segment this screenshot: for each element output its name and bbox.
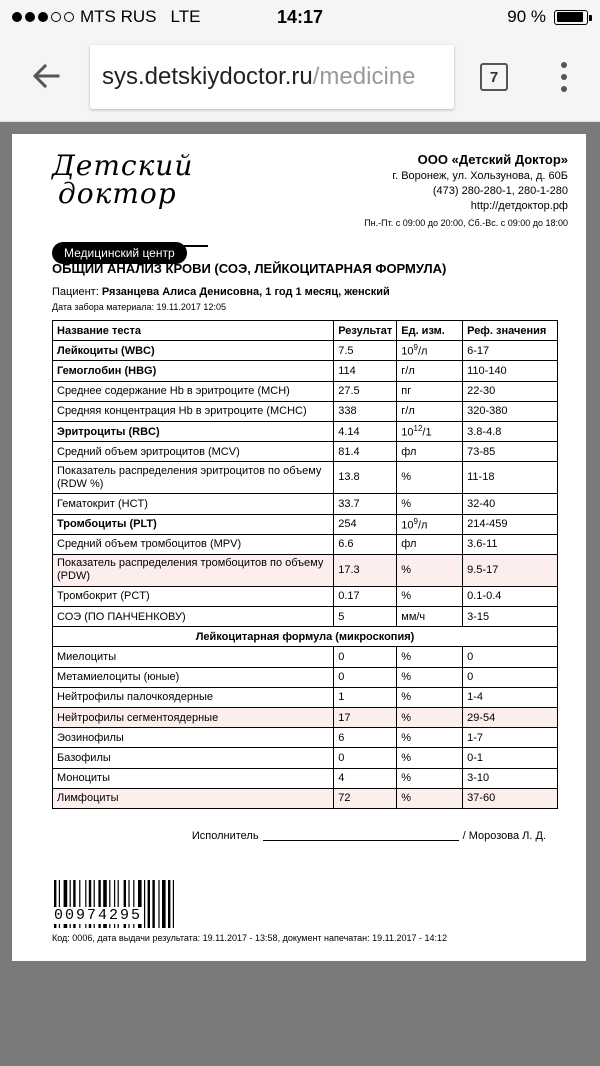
lab-report-document	[12, 134, 586, 961]
patient-label: Пациент:	[52, 286, 99, 298]
table-row	[53, 768, 558, 788]
test-result: 0	[334, 748, 397, 768]
test-unit: %	[397, 462, 463, 494]
clinic-logo	[52, 149, 212, 264]
table-row	[53, 748, 558, 768]
test-result: 17.3	[334, 554, 397, 586]
report-title: ОБЩИЙ АНАЛИЗ КРОВИ (СОЭ, ЛЕЙКОЦИТАРНАЯ ФОРМУЛА)	[52, 261, 447, 276]
test-result: 13.8	[334, 462, 397, 494]
test-name: Среднее содержание Hb в эритроците (MCH)	[53, 381, 334, 401]
report-footer: Код: 0006, дата выдачи результата: 19.11.2017 - 13:58, документ напечатан: 19.11.2017 - 14:12	[52, 933, 447, 943]
logo-tagline: Медицинский центр	[52, 242, 187, 264]
unit-base: 10	[401, 426, 414, 439]
barcode-bar	[148, 880, 150, 928]
test-result: 4.14	[334, 421, 397, 441]
test-unit: %	[397, 494, 463, 514]
unit-exponent: 12	[413, 424, 423, 434]
table-row	[53, 494, 558, 514]
table-row	[53, 401, 558, 421]
test-result: 27.5	[334, 381, 397, 401]
test-reference: 214-459	[463, 514, 558, 534]
table-row	[53, 361, 558, 381]
test-name: Метамиелоциты (юные)	[53, 667, 334, 687]
unit-exponent: 9	[413, 516, 418, 526]
barcode-bar	[152, 880, 154, 928]
logo-line-1: Детский	[52, 149, 194, 182]
signal-dot	[64, 12, 74, 22]
test-name: Средний объем тромбоцитов (MPV)	[53, 534, 334, 554]
test-unit: %	[397, 768, 463, 788]
test-reference: 1-7	[463, 728, 558, 748]
signal-dot	[12, 12, 22, 22]
test-name: Нейтрофилы палочкоядерные	[53, 687, 334, 707]
table-header-row	[53, 321, 558, 341]
company-name: ООО «Детский Доктор»	[417, 152, 568, 167]
test-name: Показатель распределения эритроцитов по объему (RDW %)	[53, 462, 334, 494]
results-table	[52, 320, 558, 809]
logo-line-2: доктор	[58, 177, 177, 210]
patient-value: Рязанцева Алиса Денисовна, 1 год 1 месяц, женский	[101, 286, 390, 298]
test-name: Показатель распределения тромбоцитов по объему (PDW)	[53, 554, 334, 586]
signer-label: Исполнитель	[191, 830, 259, 842]
test-name: Средний объем эритроцитов (MCV)	[53, 442, 334, 462]
logo-underline	[184, 245, 208, 247]
test-name: Эозинофилы	[53, 728, 334, 748]
test-reference: 0.1-0.4	[463, 586, 558, 606]
table-row	[53, 442, 558, 462]
test-reference: 6-17	[463, 341, 558, 361]
test-result: 0	[334, 667, 397, 687]
column-header: Результат	[334, 321, 397, 341]
company-address: г. Воронеж, ул. Хользунова, д. 60Б	[392, 170, 568, 182]
table-row	[53, 788, 558, 808]
test-unit: пг	[397, 381, 463, 401]
table-row	[53, 514, 558, 534]
unit-base: 10	[401, 346, 414, 359]
test-reference: 3-10	[463, 768, 558, 788]
test-reference: 3.8-4.8	[463, 421, 558, 441]
table-row	[53, 341, 558, 361]
table-row	[53, 728, 558, 748]
signature-line	[192, 830, 546, 842]
test-reference: 1-4	[463, 687, 558, 707]
barcode-bar	[173, 880, 174, 928]
test-unit: %	[397, 748, 463, 768]
section-title: Лейкоцитарная формула (микроскопия)	[53, 627, 558, 647]
carrier-name: MTS RUS	[80, 7, 157, 26]
barcode-number: 00974295	[54, 907, 143, 924]
test-name: Тромбоциты (PLT)	[53, 514, 334, 534]
test-unit: %	[397, 788, 463, 808]
unit-tail: /л	[417, 519, 428, 532]
patient-info	[52, 286, 390, 298]
test-unit: %	[397, 554, 463, 586]
test-result: 4	[334, 768, 397, 788]
table-row	[53, 554, 558, 586]
test-name: Гемоглобин (HBG)	[53, 361, 334, 381]
signal-dot	[25, 12, 35, 22]
table-row	[53, 421, 558, 441]
address-bar[interactable]	[90, 45, 454, 109]
sample-date: Дата забора материала: 19.11.2017 12:05	[52, 302, 226, 312]
table-row	[53, 687, 558, 707]
test-unit	[397, 341, 463, 361]
table-row	[53, 586, 558, 606]
test-name: Лимфоциты	[53, 788, 334, 808]
battery-icon	[554, 10, 588, 25]
test-name: Миелоциты	[53, 647, 334, 667]
test-unit	[397, 421, 463, 441]
test-name: Гематокрит (HCT)	[53, 494, 334, 514]
test-name: Средняя концентрация Hb в эритроците (MCHC)	[53, 401, 334, 421]
test-result: 0.17	[334, 586, 397, 606]
company-website[interactable]: http://детдоктор.рф	[470, 200, 568, 212]
test-unit: фл	[397, 534, 463, 554]
test-result: 7.5	[334, 341, 397, 361]
test-result: 1	[334, 687, 397, 707]
test-unit: мм/ч	[397, 607, 463, 627]
test-unit: г/л	[397, 361, 463, 381]
test-unit: г/л	[397, 401, 463, 421]
test-name: Тромбокрит (PCT)	[53, 586, 334, 606]
signal-strength-icon	[12, 12, 74, 22]
unit-tail: /1	[422, 426, 432, 439]
test-name: Моноциты	[53, 768, 334, 788]
clock: 14:17	[276, 6, 324, 27]
overflow-menu-icon[interactable]	[556, 60, 572, 94]
url-path: /medicine	[312, 63, 416, 90]
signature-blank	[263, 840, 459, 841]
column-header: Ед. изм.	[397, 321, 463, 341]
unit-tail: /л	[417, 346, 428, 359]
test-reference: 3.6-11	[463, 534, 558, 554]
test-reference: 3-15	[463, 607, 558, 627]
test-result: 6	[334, 728, 397, 748]
unit-exponent: 9	[413, 343, 418, 353]
test-reference: 0	[463, 647, 558, 667]
table-row	[53, 607, 558, 627]
test-unit: %	[397, 687, 463, 707]
test-result: 81.4	[334, 442, 397, 462]
test-result: 33.7	[334, 494, 397, 514]
test-unit: %	[397, 586, 463, 606]
test-reference: 9.5-17	[463, 554, 558, 586]
barcode-bar	[158, 880, 159, 928]
tab-switcher-button[interactable]: 7	[480, 63, 508, 91]
test-reference: 0	[463, 667, 558, 687]
test-name: Нейтрофилы сегментоядерные	[53, 708, 334, 728]
test-reference: 11-18	[463, 462, 558, 494]
section-header-row	[53, 627, 558, 647]
table-row	[53, 462, 558, 494]
test-unit	[397, 514, 463, 534]
test-unit: %	[397, 708, 463, 728]
barcode-bar	[168, 880, 170, 928]
test-reference: 110-140	[463, 361, 558, 381]
test-reference: 320-380	[463, 401, 558, 421]
test-reference: 29-54	[463, 708, 558, 728]
network-type: LTE	[170, 7, 201, 26]
test-name: Базофилы	[53, 748, 334, 768]
table-row	[53, 667, 558, 687]
table-row	[53, 647, 558, 667]
unit-base: 10	[401, 519, 414, 532]
test-unit: %	[397, 667, 463, 687]
table-row	[53, 381, 558, 401]
signal-dot	[38, 12, 48, 22]
battery-percent: 90 %	[507, 7, 546, 26]
test-result: 72	[334, 788, 397, 808]
url-host: sys.detskiydoctor.ru	[102, 63, 313, 90]
test-result: 338	[334, 401, 397, 421]
signal-dot	[51, 12, 61, 22]
column-header: Название теста	[53, 321, 334, 341]
test-reference: 0-1	[463, 748, 558, 768]
test-unit: фл	[397, 442, 463, 462]
test-result: 6.6	[334, 534, 397, 554]
test-result: 17	[334, 708, 397, 728]
table-row	[53, 534, 558, 554]
test-reference: 37-60	[463, 788, 558, 808]
company-info	[364, 152, 568, 231]
table-row	[53, 708, 558, 728]
test-reference: 32-40	[463, 494, 558, 514]
status-bar	[0, 0, 600, 34]
test-unit: %	[397, 728, 463, 748]
test-name: Эритроциты (RBC)	[53, 421, 334, 441]
signer-name: / Морозова Л. Д.	[462, 830, 546, 842]
test-name: СОЭ (ПО ПАНЧЕНКОВУ)	[53, 607, 334, 627]
test-result: 5	[334, 607, 397, 627]
test-name: Лейкоциты (WBC)	[53, 341, 334, 361]
test-reference: 73-85	[463, 442, 558, 462]
column-header: Реф. значения	[463, 321, 558, 341]
back-arrow-icon[interactable]	[28, 58, 64, 94]
company-hours: Пн.-Пт. с 09:00 до 20:00, Сб.-Вс. с 09:00 до 18:00	[364, 218, 568, 228]
browser-toolbar	[0, 34, 600, 122]
barcode-bar	[162, 880, 166, 928]
company-phones: (473) 280-280-1, 280-1-280	[432, 185, 568, 197]
test-unit: %	[397, 647, 463, 667]
test-result: 0	[334, 647, 397, 667]
test-reference: 22-30	[463, 381, 558, 401]
test-result: 254	[334, 514, 397, 534]
test-result: 114	[334, 361, 397, 381]
barcode-bar	[144, 880, 145, 928]
